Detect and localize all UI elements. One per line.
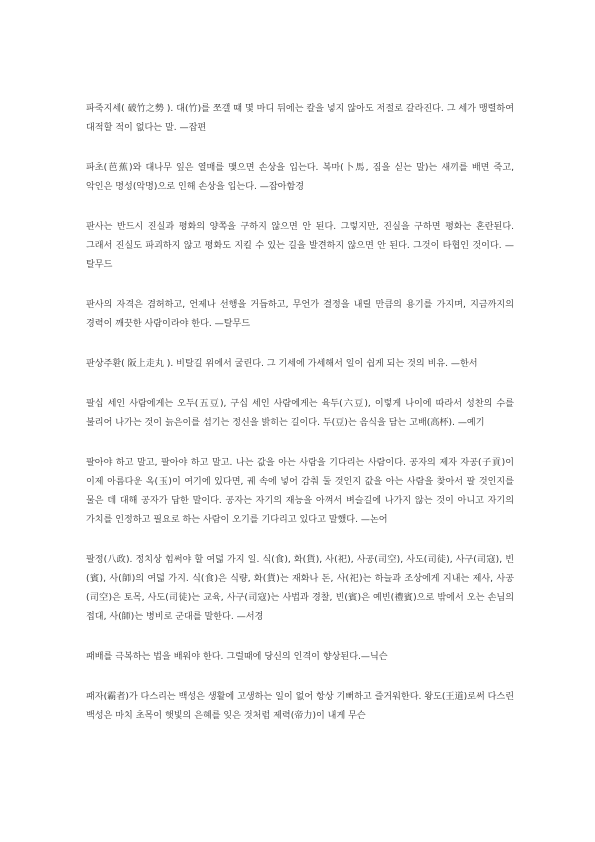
entry-pansangjuhwan: 판상주환( 阪上走丸 ). 비탈길 위에서 굴린다. 그 기세에 가세해서 일이 쉽게 되는 것의 비유. —한서 (86, 359, 478, 369)
entry-judge-qualification: 판사의 자격은 겸허하고, 언제나 선행을 거듭하고, 무언가 결정을 내릴 만큼의 용기를 가지며, 지금까지의 경력이 깨끗한 사람이라야 한다. —탈무드 (86, 300, 514, 329)
entry-judge-truth-peace: 판사는 반드시 진실과 평화의 양쪽을 구하지 않으면 안 된다. 그렇지만, 진실을 구하면 평화는 혼란된다. 그래서 진실도 파괴하지 않고 평화도 지킬 수 있는 길을 발견하지 않으면 안 된다. 그것이 타협인 것이다. —탈무드 (86, 222, 514, 270)
entry-sell-it: 팔아야 하고 말고, 팔아야 하고 말고. 나는 값을 아는 사람을 기다리는 사람이다. 공자의 제자 자공(子貢)이 이제 아름다운 옥(玉)이 여기에 있다면, 궤 속에 넣어 감춰 둘 것인지 값을 아는 사람을 찾아서 팔 것인지를 물은 데 대해 공자가 답한 말이다. 공자는 자기의 재능을 아껴서 벼슬길에 나가지 않는 것이 아니고 자기의 가치를 인정하고 필요로 하는 사람이 오기를 기다리고 있다고 말했다. —논어 (86, 458, 514, 525)
document-body (86, 100, 514, 747)
entry-paeja: 패자(霸者)가 다스리는 백성은 생활에 고생하는 일이 없어 항상 기뻐하고 즐거워한다. 왕도(王道)로써 다스린 백성은 마치 초목이 햇빛의 은혜를 잊은 것처럼 제력(帝力)이 내게 무슨 (86, 692, 514, 721)
entry-paljeong: 팔정(八政). 정치상 힘써야 할 여덟 가지 일. 식(食), 화(貨), 사(祀), 사공(司空), 사도(司徒), 사구(司寇), 빈(賓), 사(師)의 여덟 가지. 식(食)은 식량, 화(貨)는 재화나 돈, 사(祀)는 하늘과 조상에게 지내는 제사, 사공(司空)은 토목, 사도(司徒)는 교육, 사구(司寇)는 사법과 경찰, 빈(賓)은 예빈(禮賓)으로 밖에서 오는 손님의 접대, 사(師)는 병비로 군대를 말한다. —서경 (86, 555, 514, 622)
entry-pacho: 파초(芭蕉)와 대나무 잎은 열매를 맺으면 손상을 입는다. 복마(卜馬, 짐을 싣는 말)는 새끼를 배면 죽고, 악인은 명성(악명)으로 인해 손상을 입는다. —잡아함경 (86, 163, 514, 192)
entry-overcome-defeat: 패배를 극복하는 법을 배워야 한다. 그럴때에 당신의 인격이 향상된다.—닉슨 (86, 652, 388, 662)
entry-eighty-years: 팔십 세인 사람에게는 오두(五豆), 구십 세인 사람에게는 육두(六豆), 이렇게 나이에 따라서 성찬의 수를 불리어 나가는 것이 늙은이를 섬기는 정신을 밝히는 길이다. 두(豆)는 음식을 담는 고배(高杯). —예기 (86, 399, 514, 428)
entry-pajukjise: 파죽지세( 破竹之勢 ). 대(竹)를 쪼갤 때 몇 마디 뒤에는 칼을 넣지 않아도 저절로 갈라진다. 그 세가 맹렬하여 대적할 적이 없다는 말. —잡편 (86, 104, 514, 133)
